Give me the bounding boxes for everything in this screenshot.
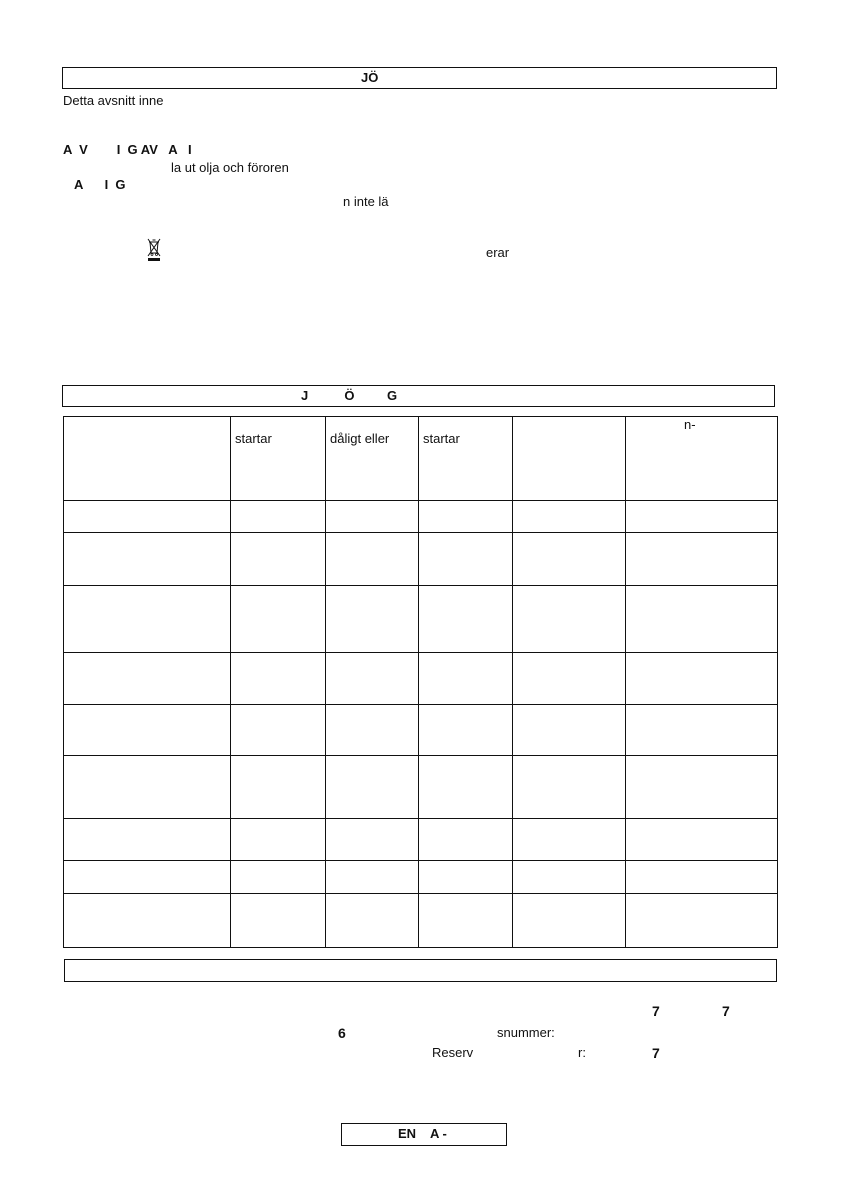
page-footer-label: EN A -: [398, 1126, 447, 1141]
table-cell: [231, 586, 326, 653]
table-cell: [419, 861, 513, 894]
header-cell: [64, 417, 231, 501]
table-cell: [626, 705, 778, 756]
table-row: [64, 819, 778, 861]
table-cell: [513, 501, 626, 533]
table-cell: [326, 533, 419, 586]
section-heading-box-troubleshooting: [62, 385, 775, 407]
table-cell: [64, 861, 231, 894]
service-number-4: 7: [652, 1045, 660, 1061]
table-header-row: [64, 417, 778, 501]
table-cell: [419, 894, 513, 948]
table-cell: [419, 533, 513, 586]
table-cell: [626, 586, 778, 653]
table-cell: [626, 533, 778, 586]
service-number-1: 7: [652, 1003, 660, 1019]
table-cell: [64, 756, 231, 819]
weee-text: erar: [486, 245, 510, 260]
table-cell: [326, 653, 419, 705]
table-cell: [231, 705, 326, 756]
crossed-bin-icon: [146, 236, 162, 262]
table-cell: [64, 705, 231, 756]
table-cell: [64, 653, 231, 705]
table-cell: [626, 819, 778, 861]
table-cell: [513, 861, 626, 894]
table-cell: [513, 819, 626, 861]
notice-text: n inte lä: [343, 194, 389, 209]
table-cell: [419, 756, 513, 819]
table-cell: [231, 756, 326, 819]
section-heading-environment: JÖ: [361, 70, 379, 85]
header-cell: dåligt eller: [326, 417, 419, 501]
table-cell: [326, 756, 419, 819]
table-cell: [419, 501, 513, 533]
table-row: [64, 894, 778, 948]
table-row: [64, 756, 778, 819]
table-row: [64, 501, 778, 533]
table-cell: [326, 861, 419, 894]
table-cell: [626, 861, 778, 894]
table-cell: [326, 819, 419, 861]
table-cell: [231, 501, 326, 533]
table-cell: [64, 586, 231, 653]
table-cell: [419, 586, 513, 653]
table-cell: [326, 894, 419, 948]
table-cell: [64, 894, 231, 948]
table-cell: [513, 756, 626, 819]
table-cell: [513, 653, 626, 705]
section-heading-troubleshooting: J Ö G: [301, 388, 398, 403]
table-cell: [626, 501, 778, 533]
notice-label: A I G: [74, 177, 126, 192]
table-cell: [64, 501, 231, 533]
table-cell: [231, 894, 326, 948]
troubleshooting-table: [63, 416, 778, 948]
warning-text: la ut olja och föroren: [171, 160, 289, 175]
service-number-2: 7: [722, 1003, 730, 1019]
service-number-3: 6: [338, 1025, 346, 1041]
table-cell: [419, 705, 513, 756]
header-cell: startar: [231, 417, 326, 501]
spare-parts-label: Reserv: [432, 1045, 474, 1060]
table-cell: [231, 653, 326, 705]
table-cell: [64, 819, 231, 861]
warning-label: A V I G AV A I: [63, 142, 192, 157]
table-cell: [626, 756, 778, 819]
table-cell: [231, 861, 326, 894]
table-cell: [513, 705, 626, 756]
table-cell: [419, 653, 513, 705]
table-cell: [231, 533, 326, 586]
table-cell: [626, 653, 778, 705]
table-row: [64, 586, 778, 653]
table-row: [64, 653, 778, 705]
header-cell: startar: [419, 417, 513, 501]
table-cell: [419, 819, 513, 861]
spare-parts-suffix: r:: [578, 1045, 586, 1060]
table-cell: [231, 819, 326, 861]
serial-number-label: snummer:: [497, 1025, 555, 1040]
table-row: [64, 533, 778, 586]
table-cell: [513, 533, 626, 586]
section-heading-box-environment: [62, 67, 777, 89]
table-cell: [513, 586, 626, 653]
header-cell: n-: [626, 417, 778, 501]
table-cell: [326, 705, 419, 756]
table-cell: [64, 533, 231, 586]
table-row: [64, 861, 778, 894]
table-cell: [626, 894, 778, 948]
header-cell: [513, 417, 626, 501]
section-heading-box-service: [64, 959, 777, 982]
table-cell: [513, 894, 626, 948]
table-cell: [326, 586, 419, 653]
table-row: [64, 705, 778, 756]
table-cell: [326, 501, 419, 533]
intro-text: Detta avsnitt inne: [63, 93, 164, 108]
